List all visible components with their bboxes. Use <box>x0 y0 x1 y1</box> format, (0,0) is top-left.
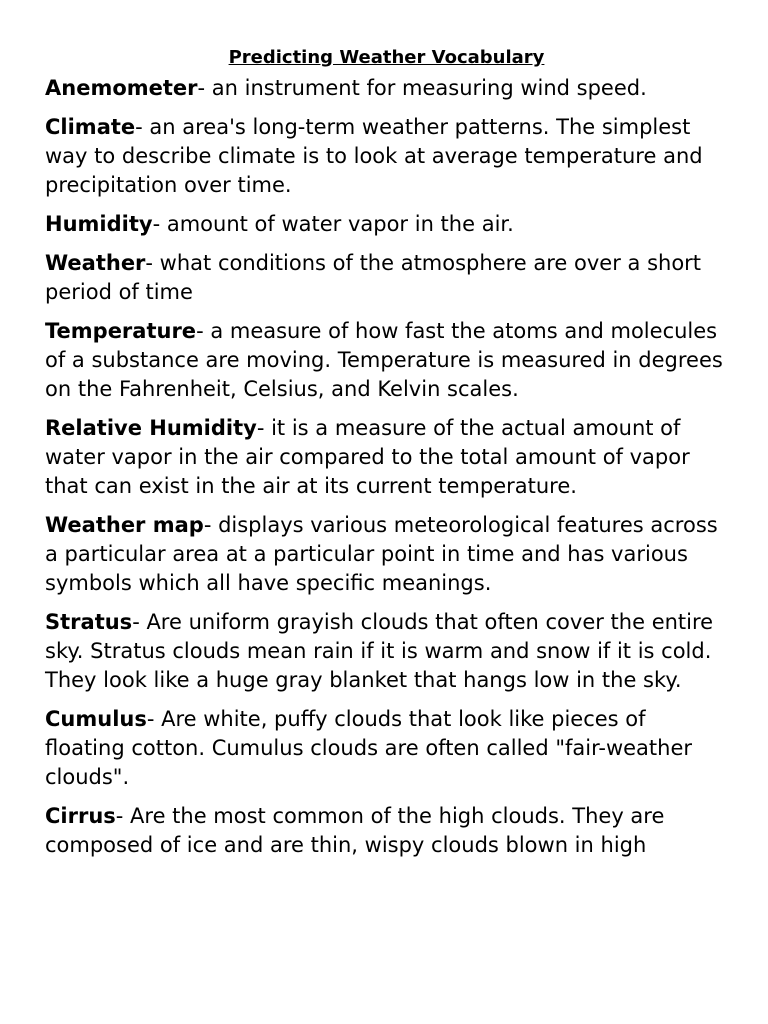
vocab-definition: - what conditions of the atmosphere are over a short period of time <box>45 251 702 304</box>
vocab-definition: - Are white, puffy clouds that look like pieces of floating cotton. Cumulus clouds are often called "fair-weather clouds". <box>45 707 693 789</box>
vocab-term: Weather <box>45 251 146 275</box>
vocab-entry-cirrus <box>45 802 728 860</box>
vocab-term: Cirrus <box>45 804 116 828</box>
vocab-entry-cumulus <box>45 705 728 792</box>
vocab-definition: - Are the most common of the high clouds. They are composed of ice and are thin, wispy clouds blown in high <box>45 804 665 857</box>
vocab-entry-temperature <box>45 317 728 404</box>
vocab-term: Cumulus <box>45 707 147 731</box>
vocab-term: Temperature <box>45 319 197 343</box>
vocab-definition: - a measure of how fast the atoms and molecules of a substance are moving. Temperature is measured in degrees on the Fahrenheit, Celsius, and Kelvin scales. <box>45 319 723 401</box>
vocab-definition: - amount of water vapor in the air. <box>152 212 514 236</box>
vocab-term: Stratus <box>45 610 133 634</box>
vocab-entry-climate <box>45 113 728 200</box>
vocab-definition: - an area's long-term weather patterns. The simplest way to describe climate is to look at average temperature and precipitation over time. <box>45 115 703 197</box>
vocab-entry-weather <box>45 249 728 307</box>
vocab-term: Anemometer <box>45 76 198 100</box>
vocab-definition: - an instrument for measuring wind speed. <box>197 76 647 100</box>
document-title: Predicting Weather Vocabulary <box>228 47 545 68</box>
vocab-term: Relative Humidity <box>45 416 257 440</box>
vocab-entry-stratus <box>45 608 728 695</box>
vocab-definition: - displays various meteorological features across a particular area at a particular point in time and has various symbols which all have specific meanings. <box>45 513 718 595</box>
vocab-definition: - Are uniform grayish clouds that often cover the entire sky. Stratus clouds mean rain if it is warm and snow if it is cold. They look like a huge gray blanket that hangs low in the sky. <box>45 610 714 692</box>
vocab-entry-humidity <box>45 210 728 239</box>
vocab-entry-weather-map <box>45 511 728 598</box>
vocab-entry-relative-humidity <box>45 414 728 501</box>
vocab-definition: - it is a measure of the actual amount of water vapor in the air compared to the total amount of vapor that can exist in the air at its current temperature. <box>45 416 690 498</box>
vocab-term: Climate <box>45 115 136 139</box>
vocab-entry-anemometer <box>45 74 728 103</box>
vocab-term: Weather map <box>45 513 204 537</box>
vocab-term: Humidity <box>45 212 153 236</box>
